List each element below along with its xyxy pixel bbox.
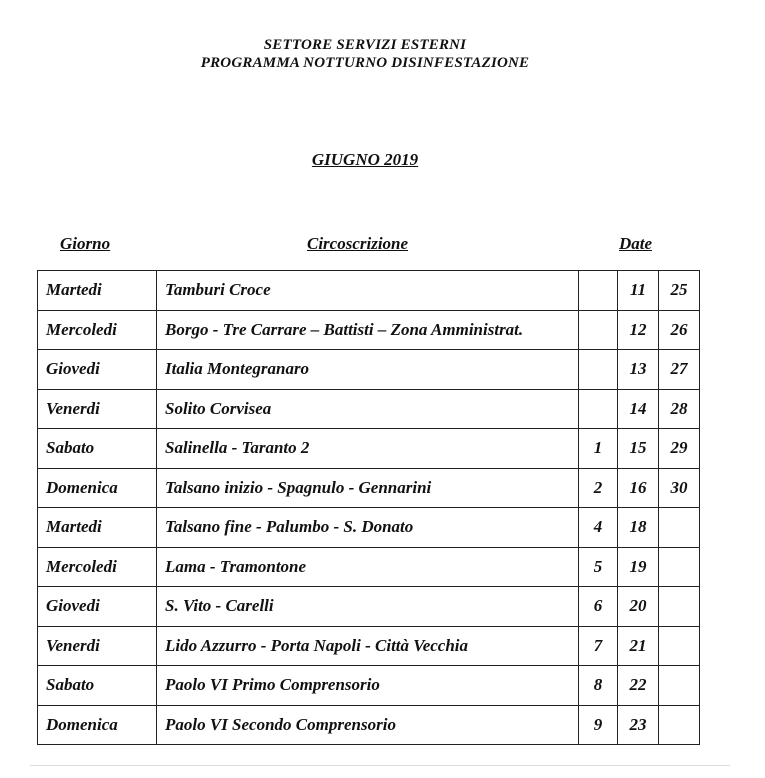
cell-circoscrizione: S. Vito - Carelli [157, 587, 579, 627]
cell-date-2 [659, 587, 700, 627]
cell-date-1: 20 [618, 587, 659, 627]
cell-circoscrizione: Italia Montegranaro [157, 350, 579, 390]
cell-date-2 [659, 705, 700, 745]
schedule-table [37, 270, 700, 745]
cell-date-2: 25 [659, 271, 700, 311]
cell-day: Sabato [38, 429, 157, 469]
cell-circoscrizione: Paolo VI Primo Comprensorio [157, 666, 579, 706]
cell-date-2: 29 [659, 429, 700, 469]
cell-number: 2 [579, 468, 618, 508]
cell-number: 4 [579, 508, 618, 548]
cell-day: Mercoledi [38, 547, 157, 587]
table-row [38, 547, 700, 587]
table-row [38, 705, 700, 745]
cell-date-2 [659, 666, 700, 706]
cell-date-1: 12 [618, 310, 659, 350]
table-row [38, 389, 700, 429]
cell-date-2: 28 [659, 389, 700, 429]
cell-day: Giovedi [38, 350, 157, 390]
table-row [38, 468, 700, 508]
cell-date-1: 13 [618, 350, 659, 390]
column-header-giorno: Giorno [60, 234, 111, 253]
table-row [38, 666, 700, 706]
table-row [38, 310, 700, 350]
cell-date-1: 14 [618, 389, 659, 429]
cell-day: Mercoledi [38, 310, 157, 350]
cell-circoscrizione: Borgo - Tre Carrare – Battisti – Zona Amministrat. [157, 310, 579, 350]
cell-date-1: 22 [618, 666, 659, 706]
column-header-date: Date [619, 234, 653, 253]
cell-number: 6 [579, 587, 618, 627]
cell-number: 7 [579, 626, 618, 666]
cell-date-2 [659, 626, 700, 666]
cell-date-1: 21 [618, 626, 659, 666]
cell-circoscrizione: Paolo VI Secondo Comprensorio [157, 705, 579, 745]
cell-date-2: 26 [659, 310, 700, 350]
cell-day: Venerdi [38, 626, 157, 666]
cell-circoscrizione: Talsano fine - Palumbo - S. Donato [157, 508, 579, 548]
cell-day: Sabato [38, 666, 157, 706]
program-title: PROGRAMMA NOTTURNO DISINFESTAZIONE [200, 55, 530, 71]
cell-day: Domenica [38, 705, 157, 745]
cell-day: Giovedi [38, 587, 157, 627]
cell-circoscrizione: Salinella - Taranto 2 [157, 429, 579, 469]
cell-number: 8 [579, 666, 618, 706]
cell-date-1: 19 [618, 547, 659, 587]
table-row [38, 508, 700, 548]
cell-number [579, 271, 618, 311]
cell-day: Domenica [38, 468, 157, 508]
bottom-divider [30, 765, 730, 766]
table-row [38, 587, 700, 627]
cell-date-2 [659, 508, 700, 548]
table-row [38, 350, 700, 390]
table-row [38, 429, 700, 469]
cell-circoscrizione: Tamburi Croce [157, 271, 579, 311]
department-title: SETTORE SERVIZI ESTERNI [263, 37, 467, 53]
cell-date-2 [659, 547, 700, 587]
cell-circoscrizione: Lama - Tramontone [157, 547, 579, 587]
cell-date-2: 30 [659, 468, 700, 508]
cell-number: 9 [579, 705, 618, 745]
cell-date-1: 15 [618, 429, 659, 469]
column-header-circoscrizione: Circoscrizione [307, 234, 409, 253]
cell-day: Venerdi [38, 389, 157, 429]
cell-number: 1 [579, 429, 618, 469]
cell-number: 5 [579, 547, 618, 587]
cell-date-1: 16 [618, 468, 659, 508]
month-title: GIUGNO 2019 [311, 150, 419, 169]
table-row [38, 626, 700, 666]
cell-number [579, 350, 618, 390]
cell-date-1: 11 [618, 271, 659, 311]
cell-number [579, 310, 618, 350]
cell-number [579, 389, 618, 429]
cell-date-1: 23 [618, 705, 659, 745]
table-row [38, 271, 700, 311]
cell-day: Martedi [38, 271, 157, 311]
cell-date-2: 27 [659, 350, 700, 390]
cell-circoscrizione: Talsano inizio - Spagnulo - Gennarini [157, 468, 579, 508]
cell-circoscrizione: Solito Corvisea [157, 389, 579, 429]
cell-circoscrizione: Lido Azzurro - Porta Napoli - Città Vecchia [157, 626, 579, 666]
cell-day: Martedi [38, 508, 157, 548]
cell-date-1: 18 [618, 508, 659, 548]
